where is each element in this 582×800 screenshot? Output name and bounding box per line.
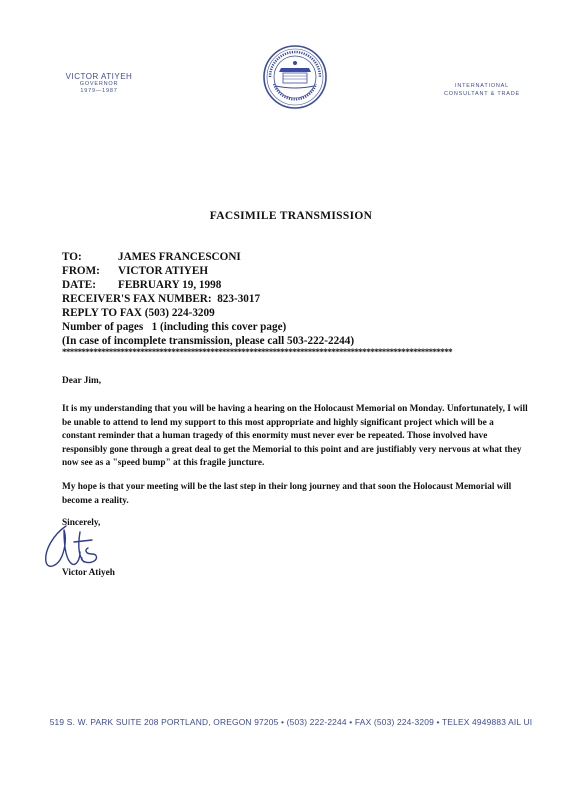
pages-value: 1 (including this cover page)	[151, 321, 287, 333]
from-line	[62, 264, 208, 278]
letterhead-right	[440, 83, 524, 98]
pages-label: Number of pages	[62, 321, 144, 333]
pages-line	[62, 320, 286, 334]
letterhead-left	[58, 72, 140, 95]
fax-line	[62, 292, 260, 306]
letterhead-role: GOVERNOR	[79, 81, 119, 87]
to-label: TO:	[62, 251, 82, 263]
letterhead-right-line1: INTERNATIONAL	[455, 83, 509, 89]
from-value: VICTOR ATIYEH	[118, 265, 209, 277]
date-label: DATE:	[62, 279, 96, 291]
letterhead-right-line2: CONSULTANT & TRADE	[443, 90, 521, 97]
fax-label: RECEIVER'S FAX NUMBER:	[62, 293, 212, 305]
greeting: Dear Jim,	[62, 376, 102, 386]
date-value: FEBRUARY 19, 1998	[118, 279, 222, 291]
from-label: FROM:	[62, 265, 100, 277]
paragraph-1: It is my understanding that you will be having a hearing on the Holocaust Memorial on Monday. Unfortunately, I will be unable to attend to lend my support to this most appropriate and highly significant project which will be a constant reminder that a human tragedy of this enormity must never ever be repeated. Those involved have responsibly gone through a great deal to get the Memorial to this point and are justifiably very nervous at what they now see as a "speed bump" at this fragile juncture.	[62, 404, 528, 469]
fax-value: 823-3017	[217, 293, 261, 305]
document-title: FACSIMILE TRANSMISSION	[209, 210, 373, 222]
reply-line	[62, 306, 215, 320]
letterhead-years: 1979—1987	[80, 88, 118, 94]
seal-emblem	[262, 44, 328, 110]
closing: Sincerely,	[62, 518, 101, 528]
letterhead-footer: 519 S. W. PARK SUITE 208 PORTLAND, OREGON 97205 • (503) 222-2244 • FAX (503) 224-3209 • TELEX 4949883 AIL UI	[49, 717, 533, 727]
incomplete-note: (In case of incomplete transmission, please call 503-222-2244)	[62, 335, 355, 347]
date-line	[62, 278, 221, 292]
letterhead-name: VICTOR ATIYEH	[65, 72, 133, 81]
paragraph-2: My hope is that your meeting will be the last step in their long journey and that soon the Holocaust Memorial will become a reality.	[62, 482, 512, 506]
to-value: JAMES FRANCESCONI	[118, 251, 241, 263]
to-line	[62, 250, 241, 264]
signature-name: Victor Atiyeh	[62, 568, 115, 578]
divider-stars: ****************************************************************************************************	[62, 347, 453, 357]
reply-value: (503) 224-3209	[144, 307, 215, 319]
reply-label: REPLY TO FAX	[62, 307, 142, 319]
